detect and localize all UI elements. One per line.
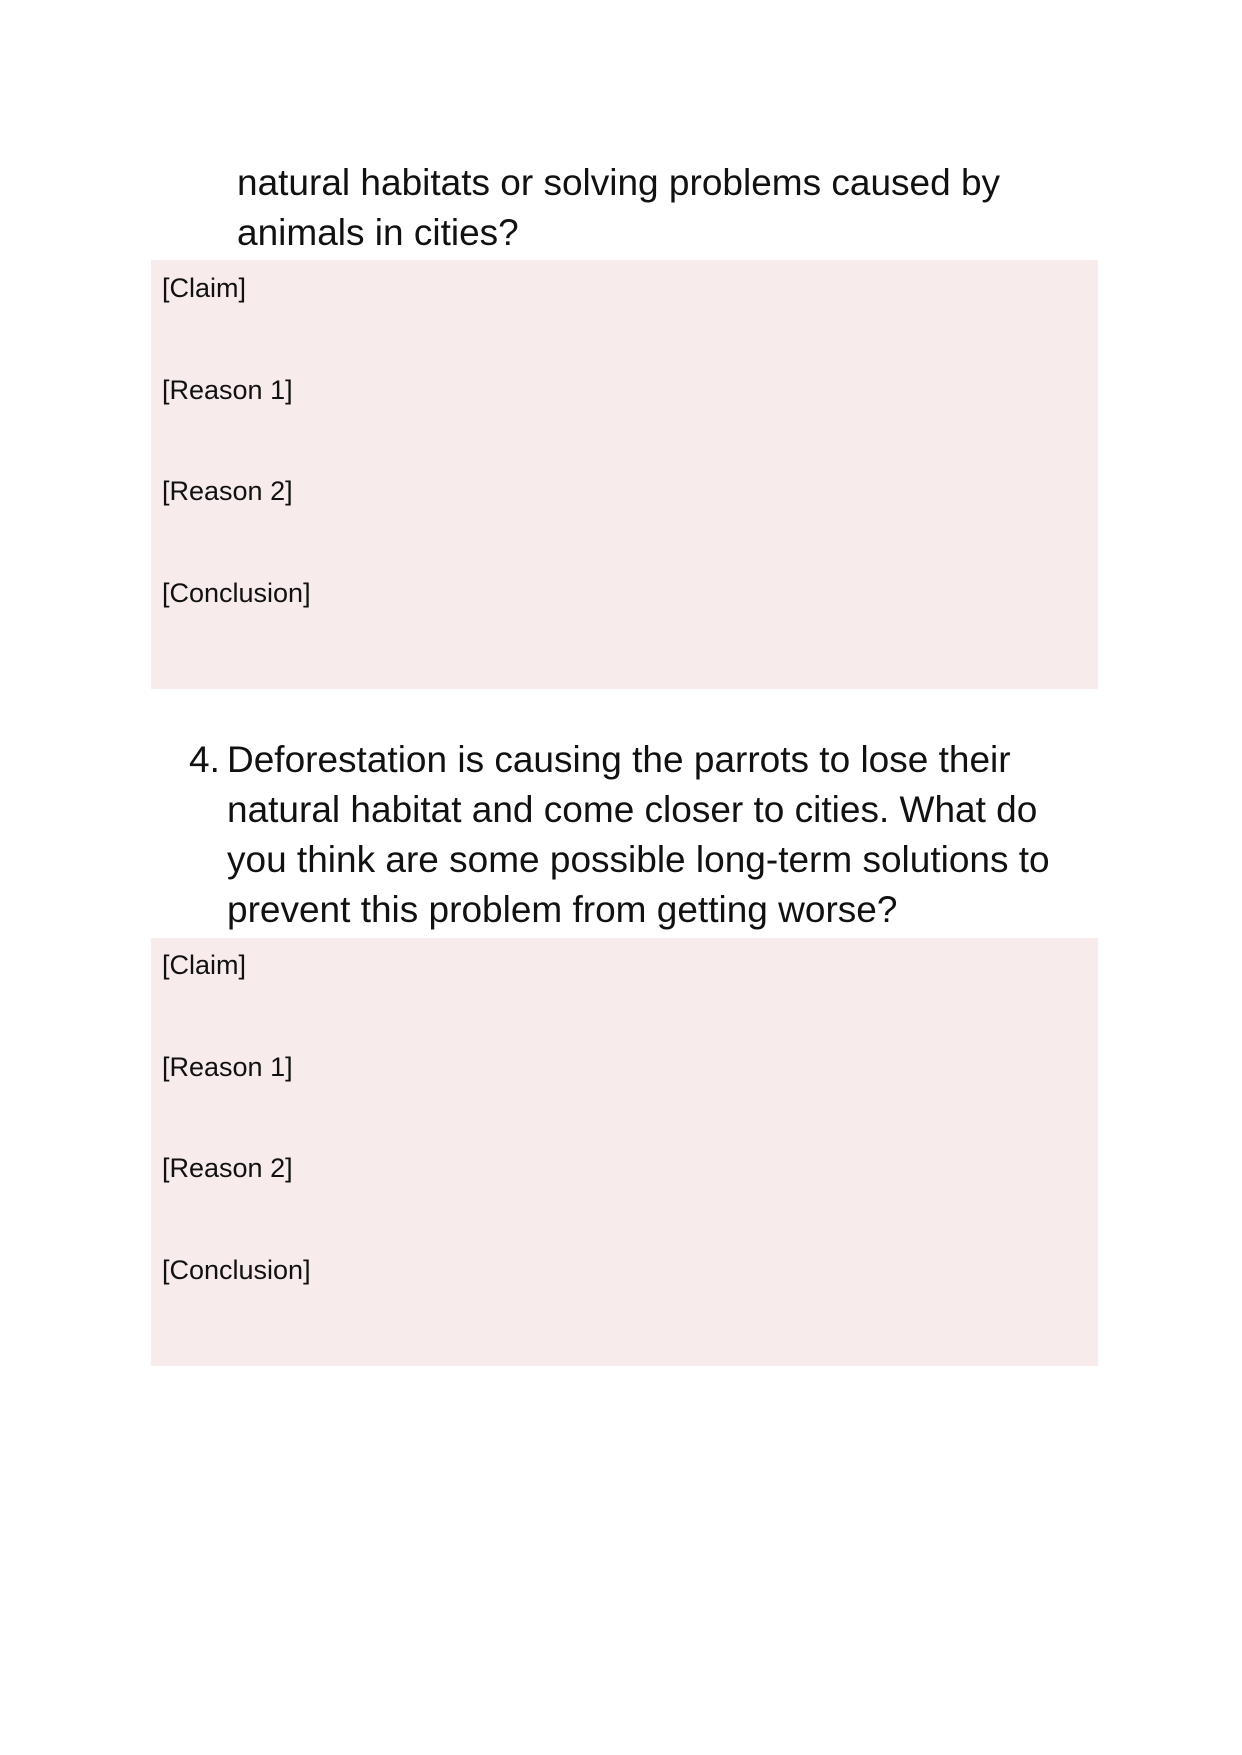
reason-2-label: [Reason 2] — [162, 1153, 293, 1183]
question-line: natural habitat and come closer to cities. What do — [227, 789, 1038, 830]
reason-1-label: [Reason 1] — [162, 1052, 293, 1082]
conclusion-label: [Conclusion] — [162, 578, 311, 608]
question-line: animals in cities? — [237, 212, 519, 253]
question-4-text — [227, 735, 1050, 935]
question-line: Deforestation is causing the parrots to lose their — [227, 739, 1011, 780]
question-line: prevent this problem from getting worse? — [227, 889, 898, 930]
conclusion-label: [Conclusion] — [162, 1255, 311, 1285]
answer-box-4[interactable] — [151, 938, 1098, 1366]
question-line: you think are some possible long-term solutions to — [227, 839, 1050, 880]
claim-label: [Claim] — [162, 273, 247, 303]
question-3-continuation — [237, 158, 1000, 258]
answer-box-3[interactable] — [151, 260, 1098, 689]
question-line: natural habitats or solving problems caused by — [237, 162, 1001, 203]
claim-label: [Claim] — [162, 950, 247, 980]
question-4-number: 4. — [189, 739, 220, 780]
reason-2-label: [Reason 2] — [162, 476, 293, 506]
reason-1-label: [Reason 1] — [162, 375, 293, 405]
